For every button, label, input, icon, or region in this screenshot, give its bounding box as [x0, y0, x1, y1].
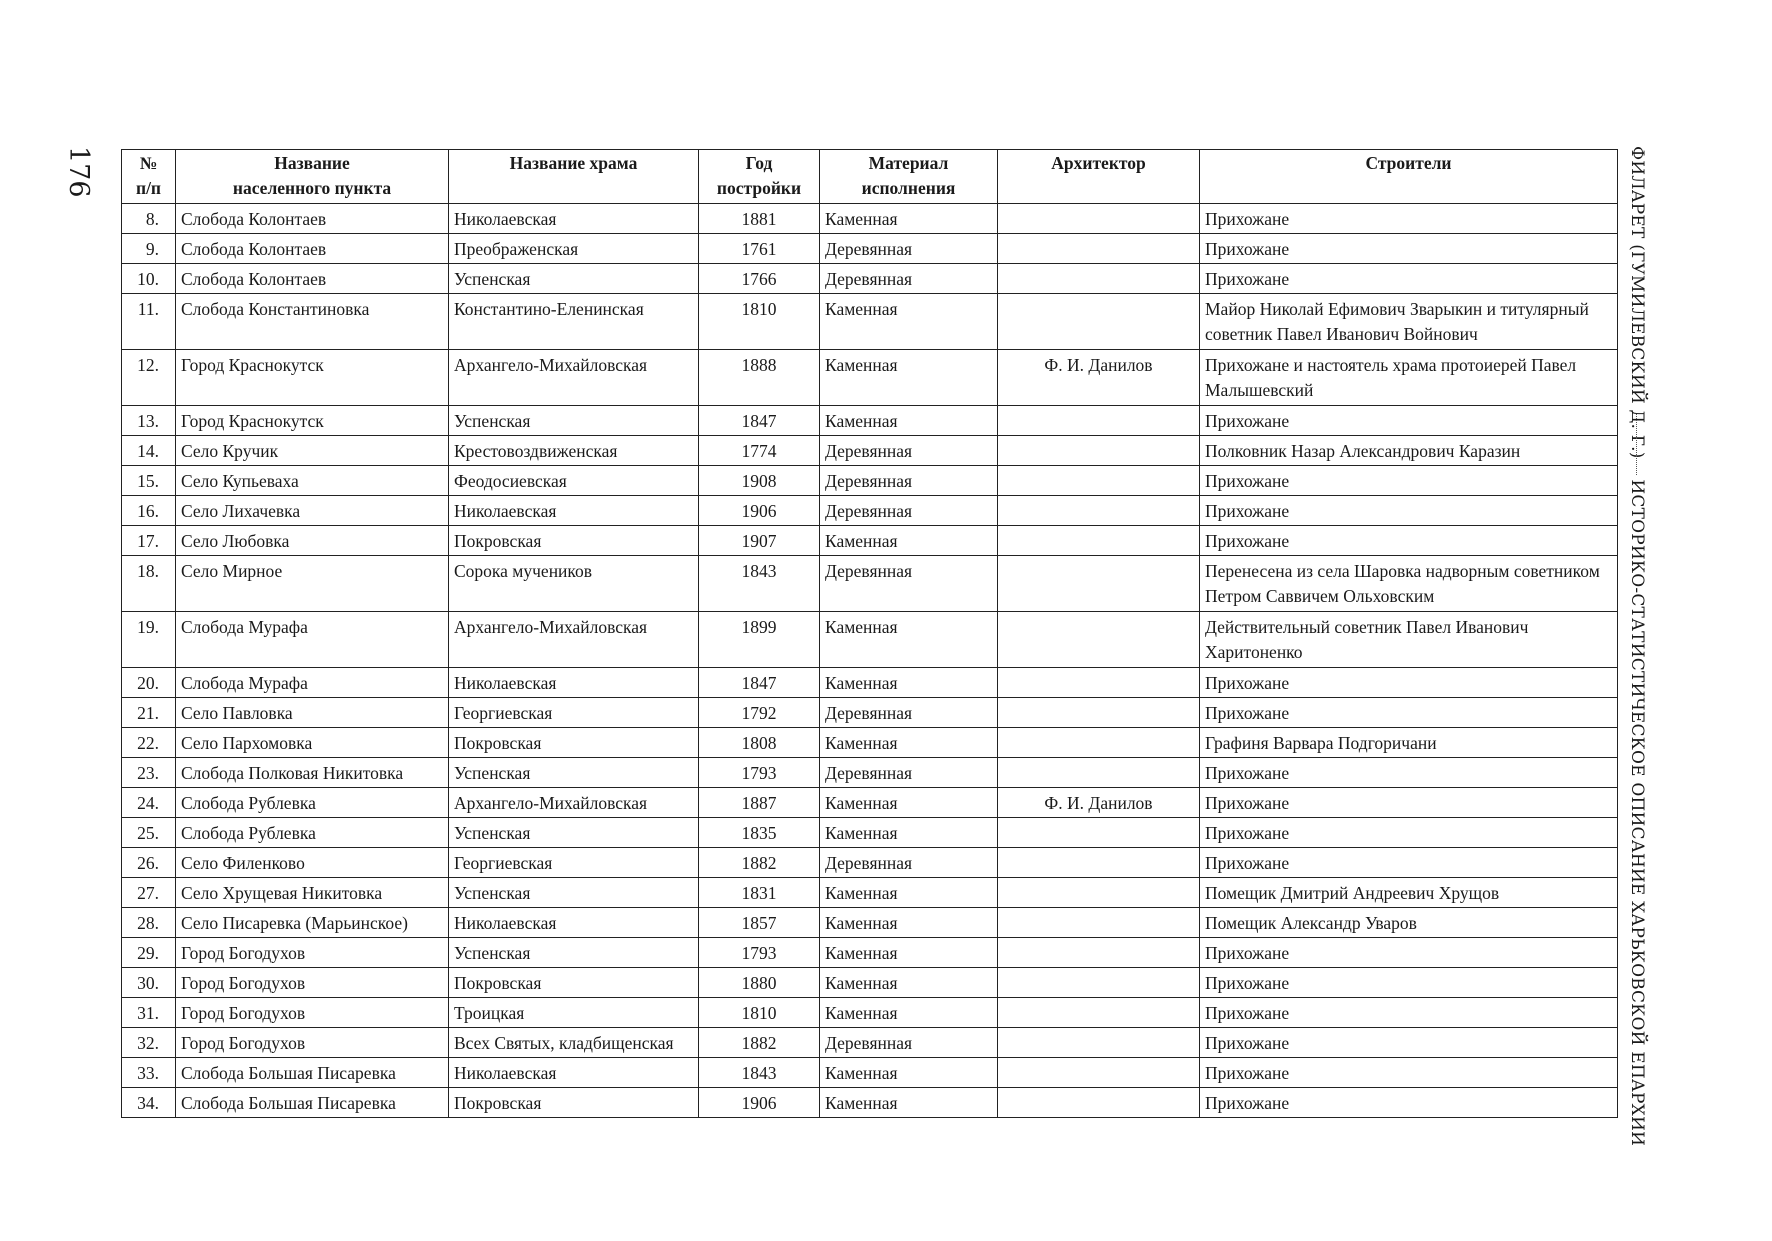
cell-settlement: Село Павловка — [176, 698, 449, 728]
cell-year: 1843 — [699, 1058, 820, 1088]
cell-num: 28. — [122, 908, 176, 938]
cell-settlement: Слобода Большая Писаревка — [176, 1058, 449, 1088]
cell-settlement: Село Филенково — [176, 848, 449, 878]
cell-material: Каменная — [820, 294, 998, 350]
table-row — [122, 1088, 1618, 1118]
cell-material: Каменная — [820, 878, 998, 908]
cell-material: Каменная — [820, 668, 998, 698]
cell-church: Покровская — [449, 968, 699, 998]
table-row — [122, 758, 1618, 788]
cell-builders: Прихожане — [1200, 938, 1618, 968]
cell-builders: Прихожане — [1200, 466, 1618, 496]
cell-church: Покровская — [449, 526, 699, 556]
cell-builders: Прихожане — [1200, 668, 1618, 698]
cell-num: 11. — [122, 294, 176, 350]
table-row — [122, 908, 1618, 938]
cell-builders: Прихожане — [1200, 758, 1618, 788]
cell-builders: Майор Николай Ефимович Зварыкин и титулярный советник Павел Иванович Войнович — [1200, 294, 1618, 350]
cell-material: Деревянная — [820, 234, 998, 264]
cell-material: Деревянная — [820, 758, 998, 788]
running-head-book-title: ИСТОРИКО-СТАТИСТИЧЕСКОЕ ОПИСАНИЕ ХАРЬКОВСКОЙ ЕПАРХИИ — [1627, 479, 1647, 1146]
cell-num: 26. — [122, 848, 176, 878]
cell-num: 17. — [122, 526, 176, 556]
cell-settlement: Слобода Колонтаев — [176, 234, 449, 264]
cell-material: Каменная — [820, 998, 998, 1028]
cell-num: 31. — [122, 998, 176, 1028]
cell-architect — [998, 526, 1200, 556]
cell-builders: Прихожане — [1200, 698, 1618, 728]
cell-settlement: Слобода Мурафа — [176, 668, 449, 698]
cell-architect — [998, 264, 1200, 294]
cell-year: 1882 — [699, 1028, 820, 1058]
header-church: Название храма — [449, 150, 699, 204]
cell-architect: Ф. И. Данилов — [998, 350, 1200, 406]
header-architect: Архитектор — [998, 150, 1200, 204]
table-row — [122, 848, 1618, 878]
cell-architect — [998, 1058, 1200, 1088]
cell-material: Деревянная — [820, 264, 998, 294]
cell-material: Каменная — [820, 406, 998, 436]
cell-architect: Ф. И. Данилов — [998, 788, 1200, 818]
cell-church: Феодосиевская — [449, 466, 699, 496]
cell-builders: Прихожане — [1200, 1088, 1618, 1118]
cell-architect — [998, 496, 1200, 526]
cell-settlement: Город Богодухов — [176, 938, 449, 968]
table-row — [122, 294, 1618, 350]
cell-year: 1847 — [699, 406, 820, 436]
cell-num: 30. — [122, 968, 176, 998]
table-row — [122, 526, 1618, 556]
cell-builders: Действительный советник Павел Иванович Харитоненко — [1200, 612, 1618, 668]
cell-builders: Прихожане — [1200, 848, 1618, 878]
cell-material: Каменная — [820, 204, 998, 234]
cell-architect — [998, 204, 1200, 234]
cell-settlement: Город Богодухов — [176, 998, 449, 1028]
cell-church: Архангело-Михайловская — [449, 788, 699, 818]
table-row — [122, 204, 1618, 234]
cell-church: Николаевская — [449, 204, 699, 234]
cell-material: Каменная — [820, 938, 998, 968]
churches-table — [121, 149, 1618, 1118]
cell-year: 1792 — [699, 698, 820, 728]
cell-year: 1899 — [699, 612, 820, 668]
cell-material: Деревянная — [820, 466, 998, 496]
cell-material: Каменная — [820, 612, 998, 668]
cell-settlement: Село Кручик — [176, 436, 449, 466]
cell-year: 1887 — [699, 788, 820, 818]
cell-material: Деревянная — [820, 698, 998, 728]
table-row — [122, 556, 1618, 612]
cell-num: 34. — [122, 1088, 176, 1118]
cell-num: 14. — [122, 436, 176, 466]
cell-year: 1810 — [699, 294, 820, 350]
cell-architect — [998, 668, 1200, 698]
cell-settlement: Слобода Колонтаев — [176, 204, 449, 234]
cell-builders: Прихожане — [1200, 204, 1618, 234]
cell-num: 9. — [122, 234, 176, 264]
cell-material: Каменная — [820, 908, 998, 938]
running-head-divider — [1637, 414, 1638, 475]
cell-church: Успенская — [449, 938, 699, 968]
cell-year: 1761 — [699, 234, 820, 264]
cell-church: Георгиевская — [449, 848, 699, 878]
table-row — [122, 264, 1618, 294]
table-row — [122, 496, 1618, 526]
table-row — [122, 998, 1618, 1028]
cell-num: 32. — [122, 1028, 176, 1058]
cell-church: Архангело-Михайловская — [449, 612, 699, 668]
cell-architect — [998, 728, 1200, 758]
cell-settlement: Город Краснокутск — [176, 350, 449, 406]
cell-year: 1831 — [699, 878, 820, 908]
cell-church: Крестовоздвиженская — [449, 436, 699, 466]
cell-church: Константино-Еленинская — [449, 294, 699, 350]
table-row — [122, 938, 1618, 968]
cell-builders: Графиня Варвара Подгоричани — [1200, 728, 1618, 758]
cell-architect — [998, 698, 1200, 728]
cell-church: Архангело-Михайловская — [449, 350, 699, 406]
cell-builders: Полковник Назар Александрович Каразин — [1200, 436, 1618, 466]
cell-material: Каменная — [820, 788, 998, 818]
cell-year: 1880 — [699, 968, 820, 998]
cell-settlement: Село Купьеваха — [176, 466, 449, 496]
cell-material: Деревянная — [820, 848, 998, 878]
cell-builders: Прихожане — [1200, 1028, 1618, 1058]
cell-builders: Прихожане — [1200, 788, 1618, 818]
cell-architect — [998, 1088, 1200, 1118]
cell-num: 24. — [122, 788, 176, 818]
cell-material: Каменная — [820, 728, 998, 758]
cell-architect — [998, 406, 1200, 436]
table-row — [122, 698, 1618, 728]
cell-year: 1908 — [699, 466, 820, 496]
cell-settlement: Слобода Рублевка — [176, 818, 449, 848]
table-row — [122, 668, 1618, 698]
header-num: № п/п — [122, 150, 176, 204]
cell-year: 1847 — [699, 668, 820, 698]
cell-church: Успенская — [449, 818, 699, 848]
table-row — [122, 728, 1618, 758]
cell-settlement: Село Хрущевая Никитовка — [176, 878, 449, 908]
cell-architect — [998, 998, 1200, 1028]
cell-church: Успенская — [449, 878, 699, 908]
cell-church: Преображенская — [449, 234, 699, 264]
cell-builders: Прихожане — [1200, 496, 1618, 526]
cell-settlement: Село Мирное — [176, 556, 449, 612]
cell-year: 1906 — [699, 496, 820, 526]
cell-material: Каменная — [820, 1088, 998, 1118]
cell-num: 29. — [122, 938, 176, 968]
cell-architect — [998, 878, 1200, 908]
cell-settlement: Слобода Константиновка — [176, 294, 449, 350]
cell-church: Покровская — [449, 728, 699, 758]
cell-num: 16. — [122, 496, 176, 526]
cell-year: 1857 — [699, 908, 820, 938]
table-header-row — [122, 150, 1618, 204]
cell-builders: Прихожане — [1200, 234, 1618, 264]
cell-year: 1793 — [699, 938, 820, 968]
cell-year: 1882 — [699, 848, 820, 878]
cell-settlement: Слобода Рублевка — [176, 788, 449, 818]
cell-church: Георгиевская — [449, 698, 699, 728]
header-year: Год постройки — [699, 150, 820, 204]
table-body — [122, 204, 1618, 1118]
cell-settlement: Село Писаревка (Марьинское) — [176, 908, 449, 938]
cell-settlement: Слобода Большая Писаревка — [176, 1088, 449, 1118]
cell-settlement: Слобода Мурафа — [176, 612, 449, 668]
cell-num: 8. — [122, 204, 176, 234]
cell-builders: Прихожане — [1200, 526, 1618, 556]
cell-architect — [998, 908, 1200, 938]
table-row — [122, 1028, 1618, 1058]
running-head-author: ФИЛАРЕТ (ГУМИЛЕВСКИЙ Д. Г.) — [1627, 146, 1647, 459]
cell-material: Деревянная — [820, 496, 998, 526]
cell-num: 27. — [122, 878, 176, 908]
cell-year: 1906 — [699, 1088, 820, 1118]
cell-architect — [998, 1028, 1200, 1058]
cell-builders: Помещик Дмитрий Андреевич Хрущов — [1200, 878, 1618, 908]
cell-builders: Помещик Александр Уваров — [1200, 908, 1618, 938]
cell-num: 15. — [122, 466, 176, 496]
cell-architect — [998, 848, 1200, 878]
table-row — [122, 436, 1618, 466]
cell-builders: Прихожане — [1200, 968, 1618, 998]
cell-architect — [998, 294, 1200, 350]
cell-num: 13. — [122, 406, 176, 436]
cell-settlement: Село Лихачевка — [176, 496, 449, 526]
cell-church: Успенская — [449, 264, 699, 294]
cell-builders: Прихожане — [1200, 1058, 1618, 1088]
cell-church: Николаевская — [449, 496, 699, 526]
cell-church: Троицкая — [449, 998, 699, 1028]
cell-num: 23. — [122, 758, 176, 788]
cell-year: 1766 — [699, 264, 820, 294]
cell-settlement: Город Богодухов — [176, 1028, 449, 1058]
cell-year: 1774 — [699, 436, 820, 466]
cell-year: 1810 — [699, 998, 820, 1028]
table-row — [122, 878, 1618, 908]
cell-architect — [998, 938, 1200, 968]
cell-builders: Прихожане и настоятель храма протоиерей Павел Малышевский — [1200, 350, 1618, 406]
cell-year: 1881 — [699, 204, 820, 234]
cell-church: Покровская — [449, 1088, 699, 1118]
cell-architect — [998, 968, 1200, 998]
cell-num: 33. — [122, 1058, 176, 1088]
cell-builders: Перенесена из села Шаровка надворным советником Петром Саввичем Ольховским — [1200, 556, 1618, 612]
cell-material: Деревянная — [820, 556, 998, 612]
running-head — [1622, 146, 1652, 1146]
cell-church: Николаевская — [449, 668, 699, 698]
cell-num: 20. — [122, 668, 176, 698]
cell-material: Каменная — [820, 526, 998, 556]
cell-settlement: Село Пархомовка — [176, 728, 449, 758]
header-material: Материал исполнения — [820, 150, 998, 204]
cell-builders: Прихожане — [1200, 264, 1618, 294]
cell-architect — [998, 612, 1200, 668]
cell-settlement: Город Богодухов — [176, 968, 449, 998]
cell-material: Каменная — [820, 350, 998, 406]
cell-builders: Прихожане — [1200, 818, 1618, 848]
cell-settlement: Город Краснокутск — [176, 406, 449, 436]
cell-year: 1808 — [699, 728, 820, 758]
page-number: 176 — [63, 146, 94, 198]
cell-settlement: Слобода Колонтаев — [176, 264, 449, 294]
table-row — [122, 968, 1618, 998]
cell-settlement: Слобода Полковая Никитовка — [176, 758, 449, 788]
table-row — [122, 406, 1618, 436]
cell-church: Успенская — [449, 758, 699, 788]
cell-year: 1835 — [699, 818, 820, 848]
cell-church: Николаевская — [449, 908, 699, 938]
cell-year: 1888 — [699, 350, 820, 406]
cell-church: Всех Святых, кладбищенская — [449, 1028, 699, 1058]
cell-year: 1793 — [699, 758, 820, 788]
cell-year: 1907 — [699, 526, 820, 556]
cell-num: 22. — [122, 728, 176, 758]
cell-num: 12. — [122, 350, 176, 406]
cell-architect — [998, 436, 1200, 466]
cell-material: Деревянная — [820, 1028, 998, 1058]
cell-material: Деревянная — [820, 436, 998, 466]
cell-builders: Прихожане — [1200, 998, 1618, 1028]
header-settlement: Название населенного пункта — [176, 150, 449, 204]
cell-settlement: Село Любовка — [176, 526, 449, 556]
cell-architect — [998, 556, 1200, 612]
cell-year: 1843 — [699, 556, 820, 612]
cell-num: 25. — [122, 818, 176, 848]
cell-church: Сорока мучеников — [449, 556, 699, 612]
cell-num: 10. — [122, 264, 176, 294]
table-row — [122, 818, 1618, 848]
table-row — [122, 234, 1618, 264]
table-row — [122, 350, 1618, 406]
cell-architect — [998, 234, 1200, 264]
cell-material: Каменная — [820, 818, 998, 848]
cell-material: Каменная — [820, 968, 998, 998]
cell-num: 19. — [122, 612, 176, 668]
cell-church: Успенская — [449, 406, 699, 436]
cell-material: Каменная — [820, 1058, 998, 1088]
cell-church: Николаевская — [449, 1058, 699, 1088]
cell-architect — [998, 818, 1200, 848]
table-row — [122, 466, 1618, 496]
table-row — [122, 1058, 1618, 1088]
cell-architect — [998, 466, 1200, 496]
header-builders: Строители — [1200, 150, 1618, 204]
table-row — [122, 612, 1618, 668]
cell-num: 18. — [122, 556, 176, 612]
cell-architect — [998, 758, 1200, 788]
table-row — [122, 788, 1618, 818]
cell-num: 21. — [122, 698, 176, 728]
cell-builders: Прихожане — [1200, 406, 1618, 436]
